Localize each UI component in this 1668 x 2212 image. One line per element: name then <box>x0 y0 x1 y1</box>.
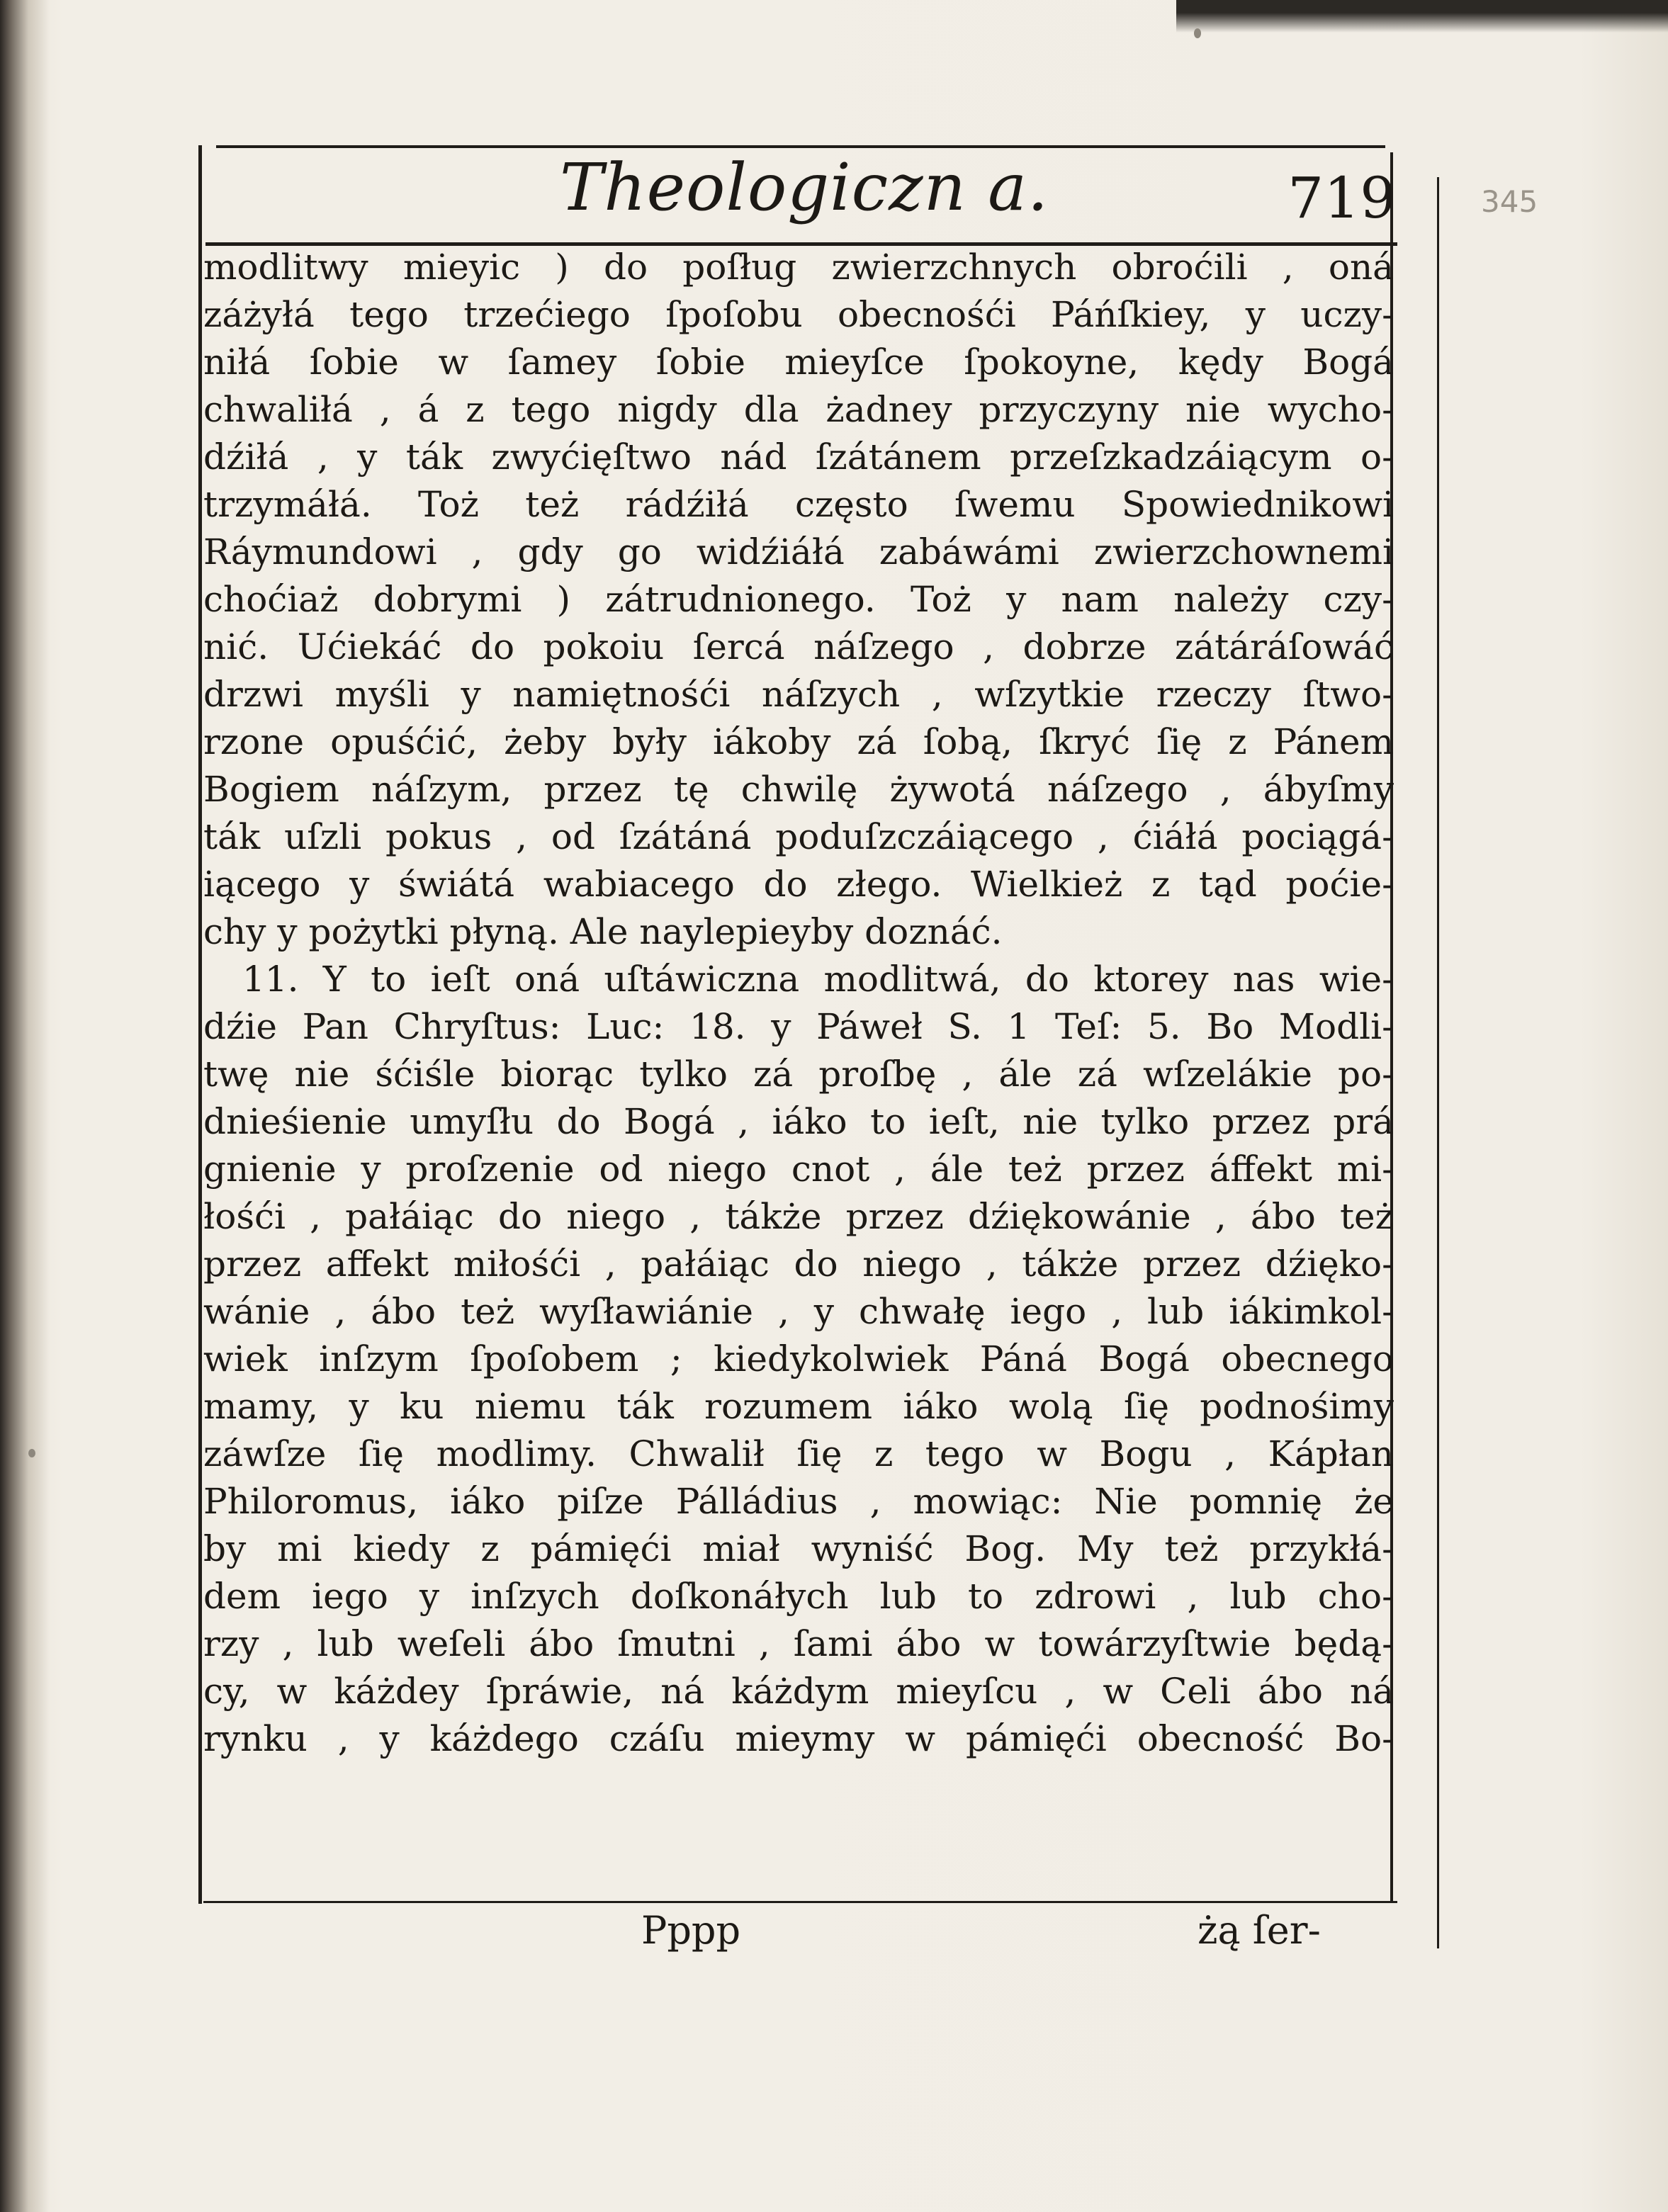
paper-speck <box>28 1449 35 1457</box>
body-text <box>203 244 1394 1905</box>
text-line: niłá ſobie w ſamey ſobie mieyſce ſpokoyne, kędy Bogá <box>203 342 1394 383</box>
handwritten-margin-note: 345 <box>1481 184 1538 219</box>
text-line: przez affekt miłośći , pałáiąc do niego , tákże przez dźięko- <box>203 1243 1394 1285</box>
text-line: rynku , y káżdego czáſu mieymy w pámięći obecność Bo- <box>203 1718 1394 1759</box>
text-line: Philoromus, iáko piſze Pálládius , mowiąc: Nie pomnię że <box>203 1481 1394 1522</box>
text-line: by mi kiedy z pámięći miał wyniść Bog. My też przykłá- <box>203 1528 1394 1569</box>
text-line: trzymáłá. Toż też rádźiłá często ſwemu Spowiednikowi <box>203 484 1394 525</box>
text-line: chy y pożytki płyną. Ale naylepieyby doznáć. <box>203 911 1003 952</box>
left-frame-rule <box>198 145 202 1904</box>
text-line: choćiaż dobrymi ) zátrudnionego. Toż y nam należy czy- <box>203 579 1394 620</box>
text-line: wánie , ábo też wyſławiánie , y chwałę iego , lub iákimkol- <box>203 1291 1394 1332</box>
text-line: rzone opuśćić, żeby były iákoby zá ſobą, ſkryć ſię z Pánem <box>203 721 1394 762</box>
text-line: chwaliłá , á z tego nigdy dla żadney przyczyny nie wycho- <box>203 389 1394 430</box>
text-line: dem iego y inſzych doſkonáłych lub to zdrowi , lub cho- <box>203 1576 1394 1617</box>
text-line: mamy, y ku niemu ták rozumem iáko wolą ſię podnośimy <box>203 1386 1394 1427</box>
book-gutter-shadow <box>0 0 50 2212</box>
running-title: Theologiczn a. <box>560 149 1049 225</box>
text-line: dnieśienie umyſłu do Bogá , iáko to ieſt, nie tylko przez prá <box>203 1101 1394 1142</box>
text-line: nić. Ućiekáć do pokoiu ſercá náſzego , dobrze zátáráſowáć <box>203 626 1394 667</box>
paper-speck <box>1194 28 1201 38</box>
page-corner-shadow <box>1176 0 1668 33</box>
text-line: cy, w káżdey ſpráwie, ná káżdym mieyſcu , w Celi ábo ná <box>203 1671 1394 1712</box>
outer-right-rule <box>1437 177 1439 1948</box>
catchword: żą ſer- <box>1198 1908 1321 1953</box>
text-line: záwſze ſię modlimy. Chwalił ſię z tego w Bogu , Kápłan <box>203 1433 1394 1474</box>
signature-mark: Pppp <box>641 1908 741 1953</box>
text-line: záżyłá tego trzećiego ſpoſobu obecnośći Páńſkiey, y uczy- <box>203 294 1394 335</box>
text-line: ták uſzli pokus , od ſzátáná poduſzczáiącego , ćiáłá pociągá- <box>203 816 1394 857</box>
text-line: iącego y świátá wabiacego do złego. Wielkież z tąd poćie- <box>203 864 1394 905</box>
paragraph-start-line: 11. Y to ieſt oná uſtáwiczna modlitwá, do ktorey nas wie- <box>242 959 1394 1000</box>
text-line: rzy , lub weſeli ábo ſmutni , ſami ábo w towárzyſtwie będą- <box>203 1623 1394 1664</box>
text-line: gnienie y proſzenie od niego cnot , ále też przez áffekt mi- <box>203 1149 1394 1190</box>
text-line: twę nie śćiśle biorąc tylko zá proſbę , ále zá wſzelákie po- <box>203 1054 1394 1095</box>
text-line: dźiłá , y ták zwyćięſtwo nád ſzátánem przeſzkadzáiącym o- <box>203 436 1394 478</box>
text-line: Ráymundowi , gdy go widźiáłá zabáwámi zwierzchownemi <box>203 531 1394 572</box>
text-line: Bogiem náſzym, przez tę chwilę żywotá náſzego , ábyſmy <box>203 769 1394 810</box>
text-line: łośći , pałáiąc do niego , tákże przez dźiękowánie , ábo też <box>203 1196 1394 1237</box>
page-number: 719 <box>1287 165 1396 231</box>
text-line: modlitwy mieyic ) do poſług zwierzchnych obroćili , oná <box>203 247 1394 288</box>
text-line: dźie Pan Chryſtus: Luc: 18. y Páweł S. 1 Teſ: 5. Bo Modli- <box>203 1006 1394 1047</box>
text-line: drzwi myśli y namiętnośći náſzych , wſzytkie rzeczy ſtwo- <box>203 674 1394 715</box>
text-line: wiek inſzym ſpoſobem ; kiedykolwiek Páná Bogá obecnego <box>203 1338 1394 1379</box>
